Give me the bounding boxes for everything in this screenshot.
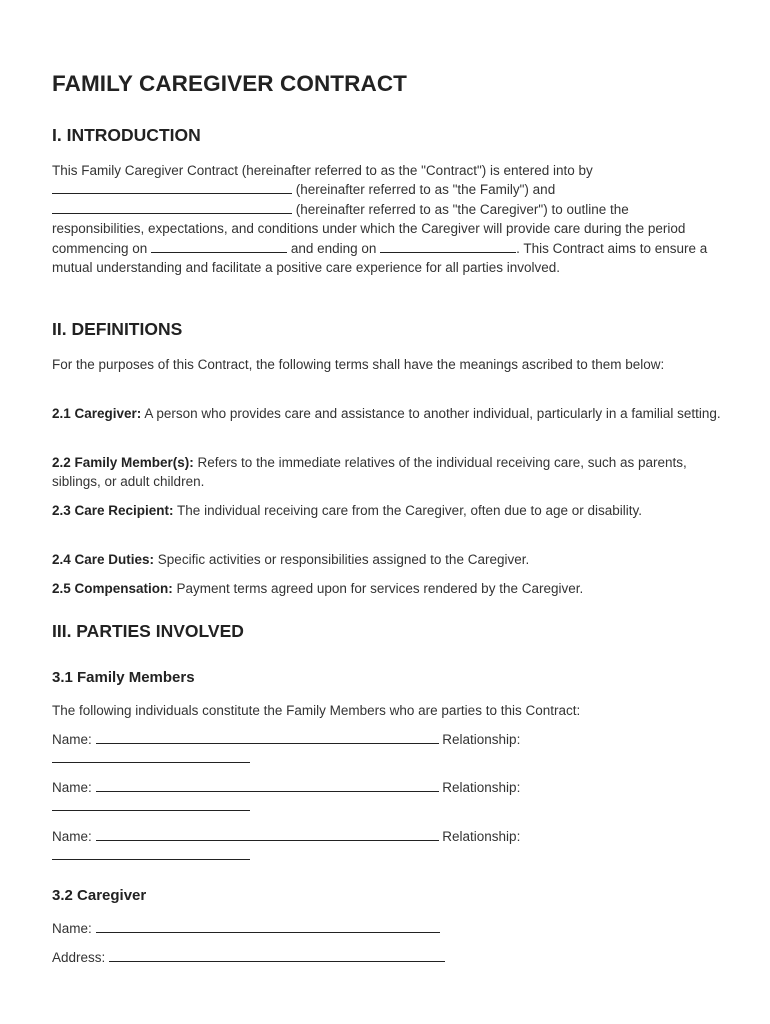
family-members-lead: The following individuals constitute the Family Members who are parties to this Contract: bbox=[52, 703, 581, 718]
caregiver-name-blank[interactable] bbox=[52, 201, 292, 214]
end-date-blank[interactable] bbox=[380, 240, 516, 253]
name-label: Name: bbox=[52, 921, 96, 936]
caregiver-address-line bbox=[52, 948, 722, 967]
intro-text-3: (hereinafter referred to as "the Caregiver") to outline the responsibilities, expectations, and conditions under which the Caregiver will provide care during the period commencing on bbox=[52, 201, 686, 256]
definition-term: 2.1 Caregiver: bbox=[52, 406, 142, 421]
name-label: Name: bbox=[52, 829, 96, 844]
section-parties-heading: III. PARTIES INVOLVED bbox=[52, 621, 244, 641]
definition-text: A person who provides care and assistance to another individual, particularly in a familial setting. bbox=[141, 406, 721, 421]
definitions-lead: For the purposes of this Contract, the following terms shall have the meanings ascribed to them below: bbox=[52, 357, 665, 372]
definition-care-duties bbox=[52, 550, 722, 569]
caregiver-heading: 3.2 Caregiver bbox=[52, 887, 147, 904]
name-label: Name: bbox=[52, 732, 96, 747]
name-label: Name: bbox=[52, 780, 96, 795]
definition-term: 2.5 Compensation: bbox=[52, 581, 173, 596]
introduction-paragraph bbox=[52, 161, 722, 277]
relationship-blank[interactable] bbox=[52, 847, 250, 860]
definition-care-recipient bbox=[52, 501, 722, 520]
definition-text: Specific activities or responsibilities assigned to the Caregiver. bbox=[154, 552, 530, 567]
relationship-blank[interactable] bbox=[52, 798, 250, 811]
definition-term: 2.3 Care Recipient: bbox=[52, 503, 174, 518]
intro-text-1: This Family Caregiver Contract (hereinafter referred to as the "Contract") is entered into by bbox=[52, 163, 593, 178]
family-member-name-blank[interactable] bbox=[96, 828, 439, 841]
relationship-label: Relationship: bbox=[438, 732, 521, 747]
family-members-heading: 3.1 Family Members bbox=[52, 669, 195, 686]
family-member-entry-2 bbox=[52, 778, 722, 817]
family-member-name-blank[interactable] bbox=[96, 731, 439, 744]
intro-text-5: . This Contract aims to ensure a mutual understanding and facilitate a positive care experience for all parties involved. bbox=[52, 240, 708, 276]
relationship-label: Relationship: bbox=[438, 829, 521, 844]
definition-text: The individual receiving care from the Caregiver, often due to age or disability. bbox=[173, 503, 643, 518]
section-definitions-heading: II. DEFINITIONS bbox=[52, 319, 183, 339]
definition-caregiver bbox=[52, 404, 722, 423]
intro-text-4: and ending on bbox=[287, 240, 381, 256]
caregiver-address-field[interactable] bbox=[109, 949, 445, 962]
family-member-entry-1 bbox=[52, 730, 722, 769]
family-member-entry-3 bbox=[52, 827, 722, 866]
intro-text-2: (hereinafter referred to as "the Family") and bbox=[292, 182, 556, 198]
caregiver-name-line bbox=[52, 919, 722, 938]
document-title: FAMILY CAREGIVER CONTRACT bbox=[52, 71, 408, 96]
caregiver-name-field[interactable] bbox=[96, 920, 440, 933]
relationship-blank[interactable] bbox=[52, 750, 250, 763]
relationship-label: Relationship: bbox=[438, 780, 521, 795]
definition-term: 2.2 Family Member(s): bbox=[52, 455, 194, 470]
definition-text: Refers to the immediate relatives of the individual receiving care, such as parents, siblings, or adult children. bbox=[52, 455, 687, 490]
family-name-blank[interactable] bbox=[52, 181, 292, 194]
section-introduction-heading: I. INTRODUCTION bbox=[52, 125, 201, 145]
address-label: Address: bbox=[52, 950, 110, 965]
definition-compensation bbox=[52, 579, 722, 598]
definition-term: 2.4 Care Duties: bbox=[52, 552, 155, 567]
family-member-name-blank[interactable] bbox=[96, 779, 439, 792]
start-date-blank[interactable] bbox=[151, 240, 287, 253]
definition-text: Payment terms agreed upon for services rendered by the Caregiver. bbox=[172, 581, 584, 596]
definition-family-members bbox=[52, 453, 722, 492]
